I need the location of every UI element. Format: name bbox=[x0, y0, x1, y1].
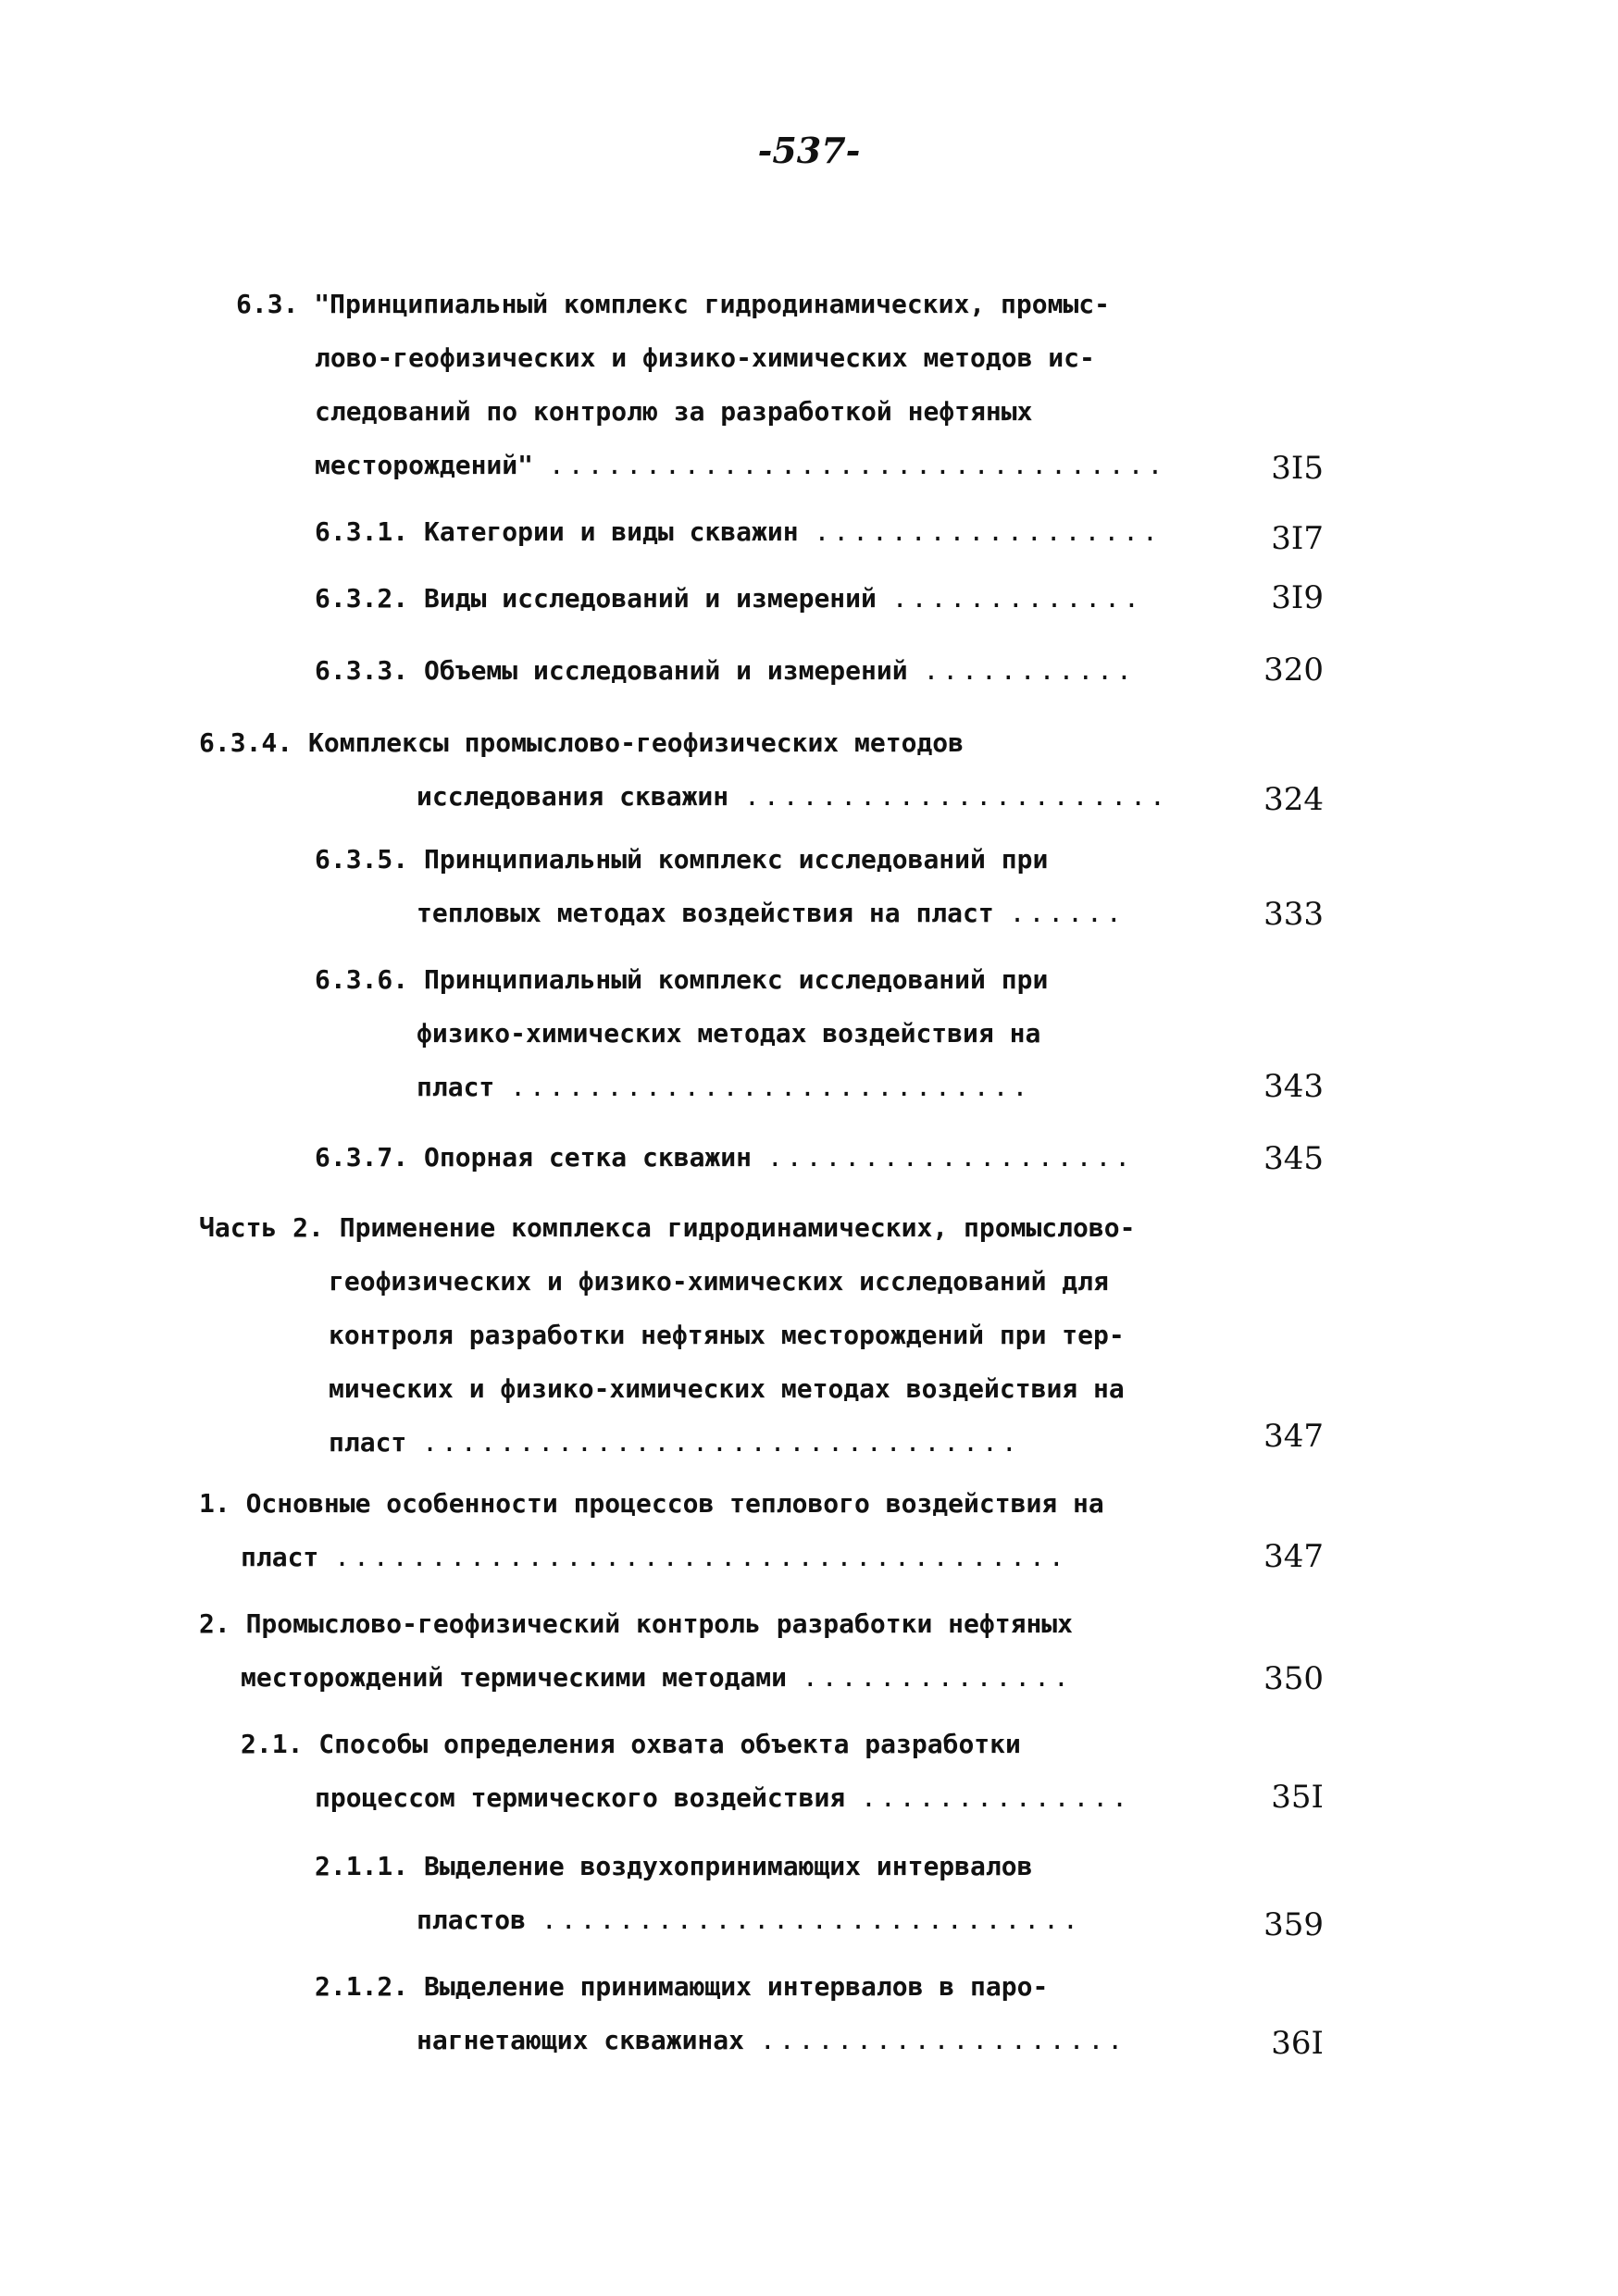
toc-line-text: месторождений термическими методами bbox=[241, 1662, 788, 1693]
toc-line bbox=[315, 505, 1162, 559]
toc-line bbox=[199, 1531, 1104, 1584]
toc-page-ref: 324 bbox=[1263, 781, 1324, 818]
toc-entry-6-3-3 bbox=[315, 644, 1136, 698]
toc-line: мических и физико-химических методах воздействия на bbox=[329, 1373, 1125, 1404]
toc-line bbox=[315, 1893, 1082, 1947]
toc-line-text: пласт bbox=[417, 1072, 495, 1102]
toc-entry-section-2 bbox=[199, 1597, 1073, 1705]
toc-page-ref: 359 bbox=[1263, 1906, 1324, 1943]
dot-leader: .................. bbox=[814, 516, 1162, 547]
toc-line: физико-химических методах воздействия на bbox=[417, 1018, 1041, 1049]
toc-line: контроля разработки нефтяных месторождений при тер- bbox=[329, 1320, 1125, 1350]
toc-line-text: 6.3.3. Объемы исследований и измерений bbox=[315, 655, 908, 686]
dot-leader: ............................... bbox=[422, 1427, 1021, 1458]
toc-line bbox=[315, 1131, 1134, 1185]
toc-line-text: 6.3.7. Опорная сетка скважин bbox=[315, 1142, 753, 1173]
toc-line-text: 6.3.1. Категории и виды скважин bbox=[315, 516, 799, 547]
toc-line: 2.1. Способы определения охвата объекта разработки bbox=[241, 1729, 1021, 1759]
toc-page-ref: 345 bbox=[1263, 1140, 1324, 1177]
toc-line bbox=[199, 770, 1169, 824]
toc-page-ref: 320 bbox=[1263, 652, 1324, 689]
toc-line: 2.1.2. Выделение принимающих интервалов в паро- bbox=[315, 1971, 1049, 2002]
toc-line-text: нагнетающих скважинах bbox=[417, 2025, 745, 2055]
toc-line-text: пласт bbox=[329, 1427, 407, 1458]
toc-line bbox=[199, 1651, 1073, 1705]
dot-leader: .............. bbox=[802, 1662, 1073, 1693]
toc-line: 6.3.5. Принципиальный комплекс исследований при bbox=[315, 844, 1049, 875]
toc-line: геофизических и физико-химических исследований для bbox=[329, 1266, 1109, 1297]
toc-page-ref: 350 bbox=[1263, 1660, 1324, 1697]
toc-line: следований по контролю за разработкой нефтяных bbox=[315, 396, 1033, 427]
toc-entry-6-3-6 bbox=[315, 953, 1048, 1114]
toc-entry-section-2-1-2 bbox=[315, 1960, 1126, 2067]
toc-page-ref: 36I bbox=[1271, 2025, 1324, 2062]
toc-entry-6-3-7 bbox=[315, 1131, 1134, 1185]
toc-entry-section-1 bbox=[199, 1477, 1104, 1584]
toc-entry-6-3-1 bbox=[315, 505, 1162, 559]
toc-line-text: тепловых методах воздействия на пласт bbox=[417, 898, 994, 928]
dot-leader: ...... bbox=[1009, 898, 1126, 928]
toc-line-text: месторождений" bbox=[315, 450, 534, 480]
toc-line: 1. Основные особенности процессов теплового воздействия на bbox=[199, 1488, 1104, 1519]
dot-leader: ................... bbox=[759, 2025, 1127, 2055]
toc-line bbox=[315, 2014, 1126, 2067]
toc-line-text: 6.3.2. Виды исследований и измерений bbox=[315, 583, 877, 614]
dot-leader: ...................................... bbox=[334, 1542, 1068, 1572]
toc-entry-6-3-2 bbox=[315, 572, 1143, 626]
dot-leader: ........... bbox=[923, 655, 1136, 686]
toc-line: 6.3. "Принципиальный комплекс гидродинамических, промыс- bbox=[236, 289, 1111, 319]
dot-leader: ................................ bbox=[548, 450, 1167, 480]
toc-page-ref: 333 bbox=[1263, 896, 1324, 933]
dot-leader: .............. bbox=[861, 1782, 1132, 1813]
dot-leader: ............................ bbox=[541, 1905, 1082, 1935]
toc-line: лово-геофизических и физико-химических методов ис- bbox=[315, 342, 1095, 373]
toc-entry-6-3 bbox=[236, 278, 1217, 492]
toc-page-ref: 347 bbox=[1263, 1538, 1324, 1575]
toc-line: 6.3.4. Комплексы промыслово-геофизических методов bbox=[199, 727, 965, 758]
toc-line bbox=[236, 439, 1217, 492]
toc-line: 6.3.6. Принципиальный комплекс исследований при bbox=[315, 964, 1049, 995]
toc-line bbox=[315, 1061, 1048, 1114]
toc-page-ref: 3I9 bbox=[1271, 579, 1324, 616]
dot-leader: ................... bbox=[766, 1142, 1135, 1173]
toc-entry-6-3-4 bbox=[199, 716, 1169, 824]
toc-entry-part-2 bbox=[199, 1201, 1135, 1470]
toc-page-ref: 3I5 bbox=[1271, 450, 1324, 487]
toc-line: 2.1.1. Выделение воздухопринимающих интервалов bbox=[315, 1851, 1033, 1881]
toc-entry-section-2-1 bbox=[241, 1718, 1131, 1825]
dot-leader: ........................... bbox=[510, 1072, 1032, 1102]
toc-entry-6-3-5 bbox=[315, 833, 1126, 940]
toc-line bbox=[199, 1416, 1135, 1470]
toc-line-text: пластов bbox=[417, 1905, 527, 1935]
toc-line: Часть 2. Применение комплекса гидродинамических, промыслово- bbox=[199, 1212, 1136, 1243]
toc-line-text: пласт bbox=[241, 1542, 319, 1572]
toc-line bbox=[241, 1771, 1131, 1825]
dot-leader: ............. bbox=[891, 583, 1143, 614]
toc-line-text: процессом термического воздействия bbox=[315, 1782, 846, 1813]
dot-leader: ...................... bbox=[744, 781, 1169, 812]
page-number: -537- bbox=[757, 130, 861, 171]
toc-line-text: исследования скважин bbox=[417, 781, 729, 812]
toc-page-ref: 343 bbox=[1263, 1068, 1324, 1105]
toc-entry-section-2-1-1 bbox=[315, 1840, 1082, 1947]
toc-page-ref: 347 bbox=[1263, 1418, 1324, 1455]
toc-line bbox=[315, 644, 1136, 698]
toc-line: 2. Промыслово-геофизический контроль разработки нефтяных bbox=[199, 1608, 1074, 1639]
toc-page-ref: 35I bbox=[1271, 1779, 1324, 1816]
toc-line bbox=[315, 887, 1126, 940]
toc-line bbox=[315, 572, 1143, 626]
toc-page-ref: 3I7 bbox=[1271, 520, 1324, 557]
